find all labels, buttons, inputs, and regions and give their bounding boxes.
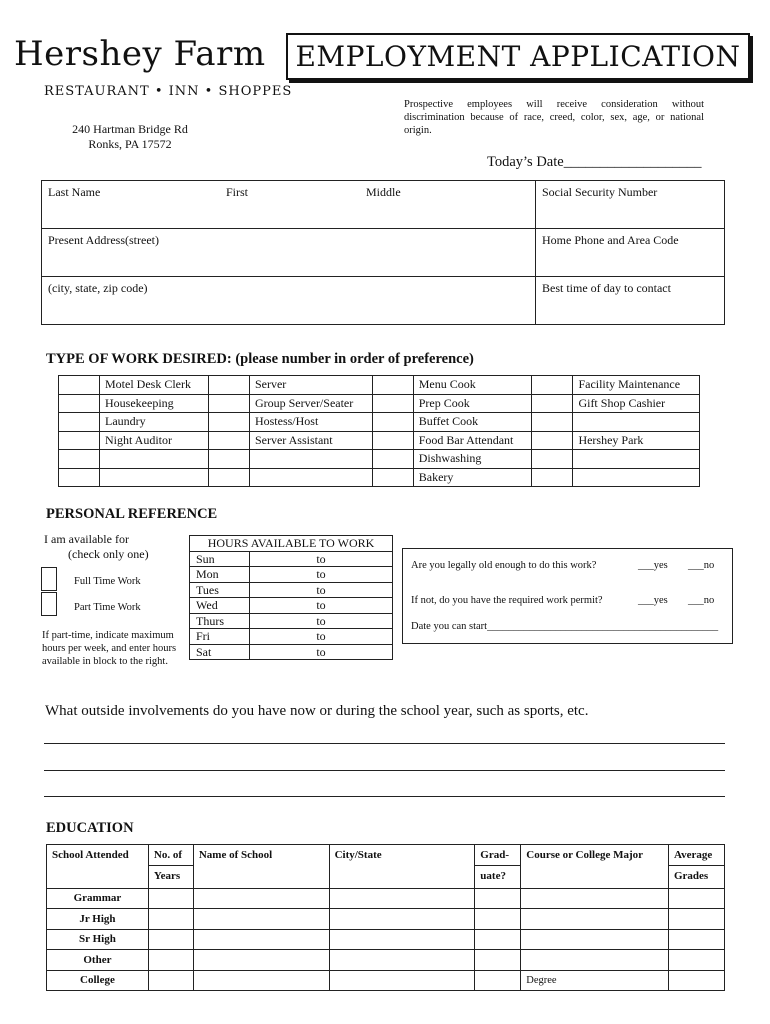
ssn-field[interactable] (536, 181, 725, 229)
work-preference-box[interactable] (208, 431, 249, 450)
education-row (47, 888, 725, 909)
work-option-label: Gift Shop Cashier (573, 394, 700, 413)
available-for-text: I am available for (44, 532, 129, 546)
work-preference-box[interactable] (532, 413, 573, 432)
ssn-label: Social Security Number (542, 185, 658, 199)
day-label: Sat (190, 644, 250, 660)
part-time-label: Part Time Work (74, 602, 141, 613)
education-cell[interactable] (475, 950, 521, 971)
education-heading: EDUCATION (46, 820, 134, 836)
education-cell[interactable] (193, 929, 329, 950)
applicant-info-table (41, 180, 725, 325)
education-cell[interactable] (148, 970, 193, 991)
education-level: Sr High (47, 929, 149, 950)
education-cell[interactable] (148, 929, 193, 950)
education-cell[interactable] (329, 888, 475, 909)
work-preference-box[interactable] (59, 450, 100, 469)
present-address-label: Present Address(street) (48, 233, 159, 247)
work-option-label: Buffet Cook (413, 413, 532, 432)
education-cell[interactable] (148, 888, 193, 909)
work-preference-box[interactable] (208, 468, 249, 487)
education-cell[interactable] (668, 950, 724, 971)
start-date-field[interactable]: Date you can start____________________________________________ (411, 621, 719, 632)
hours-row (190, 613, 393, 629)
work-option-label: Motel Desk Clerk (100, 376, 209, 395)
education-cell[interactable] (475, 888, 521, 909)
education-cell[interactable] (329, 929, 475, 950)
eligibility-box (402, 548, 733, 644)
hours-available-table (189, 535, 393, 660)
work-preference-box[interactable] (532, 431, 573, 450)
work-preference-box[interactable] (532, 450, 573, 469)
full-time-label: Full Time Work (74, 576, 141, 587)
col-major: Course or College Major (521, 845, 669, 889)
hours-row (190, 629, 393, 645)
education-cell[interactable] (193, 970, 329, 991)
work-desired-heading: TYPE OF WORK DESIRED: (please number in order of preference) (46, 351, 474, 367)
work-preference-box[interactable] (372, 450, 413, 469)
education-cell[interactable] (329, 950, 475, 971)
day-label: Sun (190, 551, 250, 567)
work-option-label (249, 450, 372, 469)
hours-range-field[interactable]: to (250, 613, 393, 629)
work-preference-box[interactable] (532, 394, 573, 413)
work-desired-table (58, 375, 700, 487)
education-cell[interactable] (193, 950, 329, 971)
work-option-label: Server (249, 376, 372, 395)
hours-range-field[interactable]: to (250, 644, 393, 660)
availability-label (44, 532, 149, 562)
work-permit-no[interactable]: ___no (688, 595, 715, 606)
education-level: Grammar (47, 888, 149, 909)
education-cell[interactable] (475, 929, 521, 950)
work-row (59, 450, 700, 469)
best-time-field[interactable] (536, 277, 725, 325)
present-address-field[interactable] (42, 229, 536, 277)
city-state-zip-field[interactable] (42, 277, 536, 325)
company-logo: Hershey Farm (14, 34, 266, 74)
education-cell[interactable] (475, 970, 521, 991)
work-preference-box[interactable] (59, 394, 100, 413)
involvements-question: What outside involvements do you have now or during the school year, such as sports, etc. (45, 703, 589, 719)
col-graduate-cont: uate? (475, 865, 521, 888)
education-cell[interactable] (521, 888, 669, 909)
work-preference-box[interactable] (532, 468, 573, 487)
work-preference-box[interactable] (372, 431, 413, 450)
education-row (47, 929, 725, 950)
hours-range-field[interactable]: to (250, 567, 393, 583)
full-time-checkbox[interactable] (41, 567, 57, 591)
first-name-label: First (226, 185, 249, 199)
work-preference-box[interactable] (372, 468, 413, 487)
work-option-label: Facility Maintenance (573, 376, 700, 395)
work-preference-box[interactable] (372, 413, 413, 432)
col-name-of-school: Name of School (193, 845, 329, 889)
day-label: Thurs (190, 613, 250, 629)
education-cell[interactable] (193, 888, 329, 909)
education-cell[interactable] (521, 929, 669, 950)
work-option-label (573, 450, 700, 469)
company-address (40, 122, 220, 152)
work-option-label: Server Assistant (249, 431, 372, 450)
education-table (46, 844, 725, 991)
education-level: Jr High (47, 909, 149, 930)
work-option-label: Group Server/Seater (249, 394, 372, 413)
work-row (59, 431, 700, 450)
city-state-zip-label: (city, state, zip code) (48, 281, 148, 295)
work-option-label: Night Auditor (100, 431, 209, 450)
work-option-label (573, 468, 700, 487)
work-preference-box[interactable] (59, 431, 100, 450)
involvements-line[interactable] (44, 770, 725, 771)
education-cell[interactable] (475, 909, 521, 930)
work-option-label: Menu Cook (413, 376, 532, 395)
legal-age-no[interactable]: ___no (688, 560, 715, 571)
work-option-label: Housekeeping (100, 394, 209, 413)
work-row (59, 394, 700, 413)
work-preference-box[interactable] (532, 376, 573, 395)
col-graduate: Grad- (475, 845, 521, 866)
hours-header: HOURS AVAILABLE TO WORK (190, 536, 393, 552)
hours-range-field[interactable]: to (250, 598, 393, 614)
day-label: Tues (190, 582, 250, 598)
best-time-label: Best time of day to contact (542, 281, 671, 295)
education-row (47, 950, 725, 971)
legal-age-question: Are you legally old enough to do this work? (411, 560, 597, 571)
involvements-line[interactable] (44, 743, 725, 744)
todays-date-field[interactable]: Today’s Date___________________ (487, 154, 702, 170)
work-option-label: Bakery (413, 468, 532, 487)
address-line-2: Ronks, PA 17572 (88, 137, 172, 151)
home-phone-label: Home Phone and Area Code (542, 233, 679, 247)
col-grades: Grades (668, 865, 724, 888)
education-cell[interactable] (668, 909, 724, 930)
work-preference-box[interactable] (208, 413, 249, 432)
middle-name-label: Middle (366, 185, 401, 199)
degree-label: Degree (526, 975, 557, 987)
col-years: Years (148, 865, 193, 888)
involvements-line[interactable] (44, 796, 725, 797)
work-option-label (100, 468, 209, 487)
nondiscrimination-notice: Prospective employees will receive consideration without discrimination because of race, creed, color, sex, age, or national origin. (404, 99, 704, 136)
education-cell[interactable] (668, 970, 724, 991)
address-line-1: 240 Hartman Bridge Rd (72, 122, 188, 136)
work-option-label: Dishwashing (413, 450, 532, 469)
col-average: Average (668, 845, 724, 866)
hours-row (190, 567, 393, 583)
work-option-label: Hostess/Host (249, 413, 372, 432)
work-option-label: Food Bar Attendant (413, 431, 532, 450)
hours-row (190, 582, 393, 598)
personal-reference-heading: PERSONAL REFERENCE (46, 506, 218, 522)
hours-row (190, 551, 393, 567)
education-level: College (47, 970, 149, 991)
check-only-one-text: (check only one) (68, 547, 149, 561)
form-title: EMPLOYMENT APPLICATION (286, 33, 750, 80)
day-label: Mon (190, 567, 250, 583)
last-name-label: Last Name (48, 185, 101, 199)
work-preference-box[interactable] (59, 376, 100, 395)
education-cell[interactable] (668, 929, 724, 950)
education-level: Other (47, 950, 149, 971)
hours-row (190, 644, 393, 660)
part-time-checkbox[interactable] (41, 592, 57, 616)
day-label: Fri (190, 629, 250, 645)
education-cell[interactable] (521, 909, 669, 930)
hours-range-field[interactable]: to (250, 551, 393, 567)
col-city-state: City/State (329, 845, 475, 889)
work-option-label (249, 468, 372, 487)
education-cell[interactable] (148, 950, 193, 971)
part-time-note: If part-time, indicate maximum hours per week, and enter hours available in block to the right. (42, 630, 177, 667)
company-tagline: RESTAURANT • INN • SHOPPES (44, 84, 293, 99)
education-cell[interactable] (329, 970, 475, 991)
education-cell[interactable] (521, 950, 669, 971)
work-permit-question: If not, do you have the required work permit? (411, 595, 603, 606)
education-cell[interactable] (148, 909, 193, 930)
work-preference-box[interactable] (59, 413, 100, 432)
education-cell[interactable] (668, 888, 724, 909)
work-option-label: Hershey Park (573, 431, 700, 450)
legal-age-yes[interactable]: ___yes (638, 560, 668, 571)
hours-range-field[interactable]: to (250, 629, 393, 645)
education-cell[interactable] (329, 909, 475, 930)
work-row (59, 376, 700, 395)
day-label: Wed (190, 598, 250, 614)
work-permit-yes[interactable]: ___yes (638, 595, 668, 606)
work-row (59, 468, 700, 487)
work-preference-box[interactable] (372, 376, 413, 395)
education-cell[interactable] (193, 909, 329, 930)
work-preference-box[interactable] (208, 394, 249, 413)
col-no-of: No. of (148, 845, 193, 866)
work-option-label (100, 450, 209, 469)
education-row (47, 970, 725, 991)
work-preference-box[interactable] (208, 376, 249, 395)
work-option-label: Laundry (100, 413, 209, 432)
work-preference-box[interactable] (59, 468, 100, 487)
education-row (47, 909, 725, 930)
work-preference-box[interactable] (372, 394, 413, 413)
work-preference-box[interactable] (208, 450, 249, 469)
degree-field[interactable] (521, 970, 669, 991)
work-option-label: Prep Cook (413, 394, 532, 413)
work-row (59, 413, 700, 432)
col-school-attended: School Attended (47, 845, 149, 889)
hours-range-field[interactable]: to (250, 582, 393, 598)
name-field[interactable] (42, 181, 536, 229)
home-phone-field[interactable] (536, 229, 725, 277)
hours-row (190, 598, 393, 614)
work-option-label (573, 413, 700, 432)
